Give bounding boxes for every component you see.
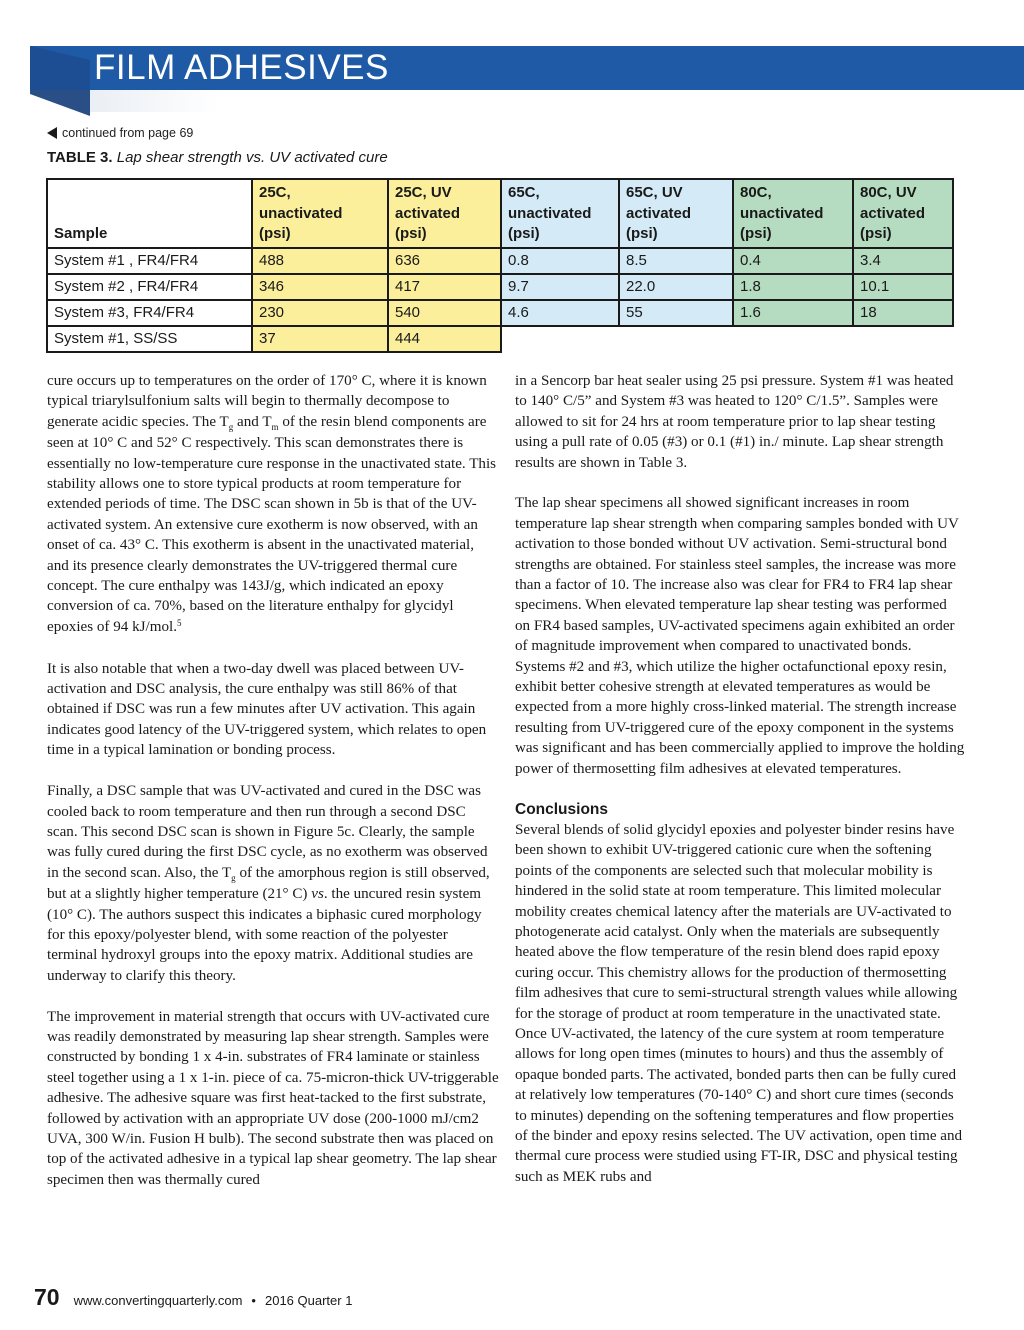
- left-triangle-icon: [47, 127, 57, 139]
- table-row: [47, 274, 953, 300]
- table-row: [47, 326, 953, 352]
- continued-text: continued from page 69: [62, 126, 194, 140]
- table-row: [47, 300, 953, 326]
- body-paragraph: Finally, a DSC sample that was UV-activated and cured in the DSC was cooled back to room temperature and then run through a second DSC scan. This second DSC scan is shown in Figure 5c. Clearly, the sample was fully cured during the first DSC cycle, as no exotherm was observed in the second scan. Also, the $T_g$ of the amorphous region is still observed, but at a slightly higher temperature (21° C) vs. the uncured resin system (10° C). The authors suspect this indicates a biphasic cured morphology for this epoxy/polyester blend, with some reaction of the polyester terminal hydroxyl groups into the epoxy matrix. Additional studies are underway to clarify this theory.: [47, 783, 490, 984]
- table-caption: [47, 149, 388, 166]
- continued-note: [47, 126, 193, 140]
- header-25c-unactivated: 25C, unactivated (psi): [252, 179, 388, 248]
- table-cell: 540: [388, 300, 501, 326]
- page-number: 70: [34, 1284, 60, 1310]
- body-paragraph: The improvement in material strength that occurs with UV-activated cure was readily demonstrated by measuring lap shear strength. Samples were constructed by bonding 1 x 4-in. substrates of FR4 laminate or stainless steel together using a 1 x 1-in. piece of ca. 75-micron-thick UV-triggerable adhesive. The adhesive square was first heat-tacked to the first substrate, followed by activation with an appropriate UV dose (200-1000 mJ/cm2 UVA, 300 W/in. Fusion H bulb). The second substrate then was placed on top of the activated adhesive in a typical lap shear geometry. The lap shear specimen then was thermally cured: [47, 1008, 499, 1188]
- table-cell-empty: [733, 326, 853, 352]
- table-cell: 230: [252, 300, 388, 326]
- table-cell-empty: [501, 326, 619, 352]
- table-cell-empty: [853, 326, 953, 352]
- table-cell: 1.6: [733, 300, 853, 326]
- table-cell: 18: [853, 300, 953, 326]
- table-cell: 4.6: [501, 300, 619, 326]
- banner-corner-shape: [30, 46, 90, 116]
- header-80c-unactivated: 80C, unactivated (psi): [733, 179, 853, 248]
- body-paragraph: cure occurs up to temperatures on the order of 170° C, where it is known typical triarylsulfonium salts will begin to thermally decompose to generate acidic species. The $T_g$ and $T_m$ of the resin blend components are seen at 10° C and 52° C respectively. This scan demonstrates there is essentially no low-temperature cure response in the unactivated state. This stability allows one to store typical products at room temperature for extended periods of time. The DSC scan shown in 5b is that of the UV-activated system. An extensive cure exotherm is now observed, with an onset of ca. 43° C. This exotherm is absent in the unactivated material, and its presence clearly demonstrates the UV-triggered thermal cure concept. The cure enthalpy was 143J/g, which indicated an epoxy conversion of ca. 70%, based on the literature enthalpy for glycidyl epoxies of 94 kJ/mol.$^5$: [47, 373, 497, 635]
- table-cell: 0.8: [501, 248, 619, 274]
- table-cell: System #1, SS/SS: [47, 326, 252, 352]
- page-footer: [34, 1284, 352, 1311]
- table-title: Lap shear strength vs. UV activated cure: [116, 149, 388, 166]
- table-cell: 22.0: [619, 274, 733, 300]
- body-paragraph: in a Sencorp bar heat sealer using 25 psi pressure. System #1 was heated to 140° C/5” and System #3 was heated to 120° C/1.5”. Samples were allowed to sit for 24 hrs at room temperature prior to lap shear testing using a pull rate of 0.05 (#3) or 0.1 (#1) in./ minute. Lap shear strength results are shown in Table 3.: [515, 373, 954, 471]
- table-cell: 3.4: [853, 248, 953, 274]
- header-65c-unactivated: 65C, unactivated (psi): [501, 179, 619, 248]
- header-gradient: [90, 90, 220, 112]
- table-cell: 417: [388, 274, 501, 300]
- conclusions-heading: Conclusions: [515, 800, 609, 818]
- table-cell: 444: [388, 326, 501, 352]
- table-cell: System #3, FR4/FR4: [47, 300, 252, 326]
- body-column-left: [47, 371, 499, 1190]
- table-header-row: [47, 179, 953, 248]
- header-65c-uv-activated: 65C, UV activated (psi): [619, 179, 733, 248]
- table-cell: System #1 , FR4/FR4: [47, 248, 252, 274]
- table-cell-empty: [619, 326, 733, 352]
- table-cell: 488: [252, 248, 388, 274]
- body-column-right: [515, 371, 965, 1187]
- footer-site: www.convertingquarterly.com: [73, 1293, 243, 1308]
- body-paragraph: The lap shear specimens all showed significant increases in room temperature lap shear strength when comparing samples bonded with UV activation to those bonded without UV activation. Semi-structural bond strengths are obtained. For stainless steel samples, the increase was more than a factor of 10. The increase also was clear for FR4 to FR4 lap shear specimens. When elevated temperature lap shear testing was performed on FR4 based samples, UV-activated specimens again exhibited an order of magnitude improvement when compared to unactivated bonds. Systems #2 and #3, which utilize the higher octafunctional epoxy resin, exhibit better cohesive strength at elevated temperatures as would be expected from a more highly cross-linked material. The strength increase resulting from UV-triggered cure of the epoxy component in the systems was significant and has been commercially applied to improve the holding power of thermosetting film adhesives at elevated temperatures.: [515, 495, 965, 777]
- table-label: TABLE 3.: [47, 149, 113, 166]
- table-cell: 8.5: [619, 248, 733, 274]
- table-cell: 10.1: [853, 274, 953, 300]
- table-cell: 37: [252, 326, 388, 352]
- footer-separator: •: [251, 1293, 256, 1308]
- table-cell: 1.8: [733, 274, 853, 300]
- footer-issue: 2016 Quarter 1: [264, 1293, 353, 1308]
- header-80c-uv-activated: 80C, UV activated (psi): [853, 179, 953, 248]
- lap-shear-table: [46, 178, 954, 353]
- table-cell: 55: [619, 300, 733, 326]
- header-25c-uv-activated: 25C, UV activated (psi): [388, 179, 501, 248]
- section-title: FILM ADHESIVES: [94, 48, 389, 87]
- table-cell: 9.7: [501, 274, 619, 300]
- table-cell: 0.4: [733, 248, 853, 274]
- header-sample: Sample: [47, 179, 252, 248]
- table-cell: 636: [388, 248, 501, 274]
- table-cell: System #2 , FR4/FR4: [47, 274, 252, 300]
- table-cell: 346: [252, 274, 388, 300]
- body-paragraph: Several blends of solid glycidyl epoxies and polyester binder resins have been shown to exhibit UV-triggered cationic cure when the softening points of the components are selected such that molecular mobility is hindered in the solid state at room temperature. This limited molecular mobility creates chemical latency after the materials are UV-activated to photogenerate acid catalyst. Only when the materials are subsequently heated above the flow temperature of the resin blend does rapid epoxy curing occur. This chemistry allows for the production of thermosetting film adhesives that cure to semi-structural strength values while allowing for the storage of product at room temperature in the unactivated state. Once UV-activated, the latency of the cure system at room temperature allows for long open times (minutes to hours) and thus the assembly of opaque bonded parts. The activated, bonded parts then can be fully cured at relatively low temperatures (70-140° C) and short cure times (seconds to minutes) depending on the softening temperatures and flow properties of the binder and epoxy resins selected. The UV activation, open time and thermal cure process were studied using FT-IR, DSC and physical testing such as MEK rubs and: [515, 821, 963, 1185]
- body-paragraph: It is also notable that when a two-day dwell was placed between UV-activation and DSC analysis, the cure enthalpy was still 86% of that obtained if DSC was run a few minutes after UV activation. This again indicates good latency of the UV-triggered system, which relates to open time in a typical lamination or bonding process.: [47, 660, 487, 759]
- table-row: [47, 248, 953, 274]
